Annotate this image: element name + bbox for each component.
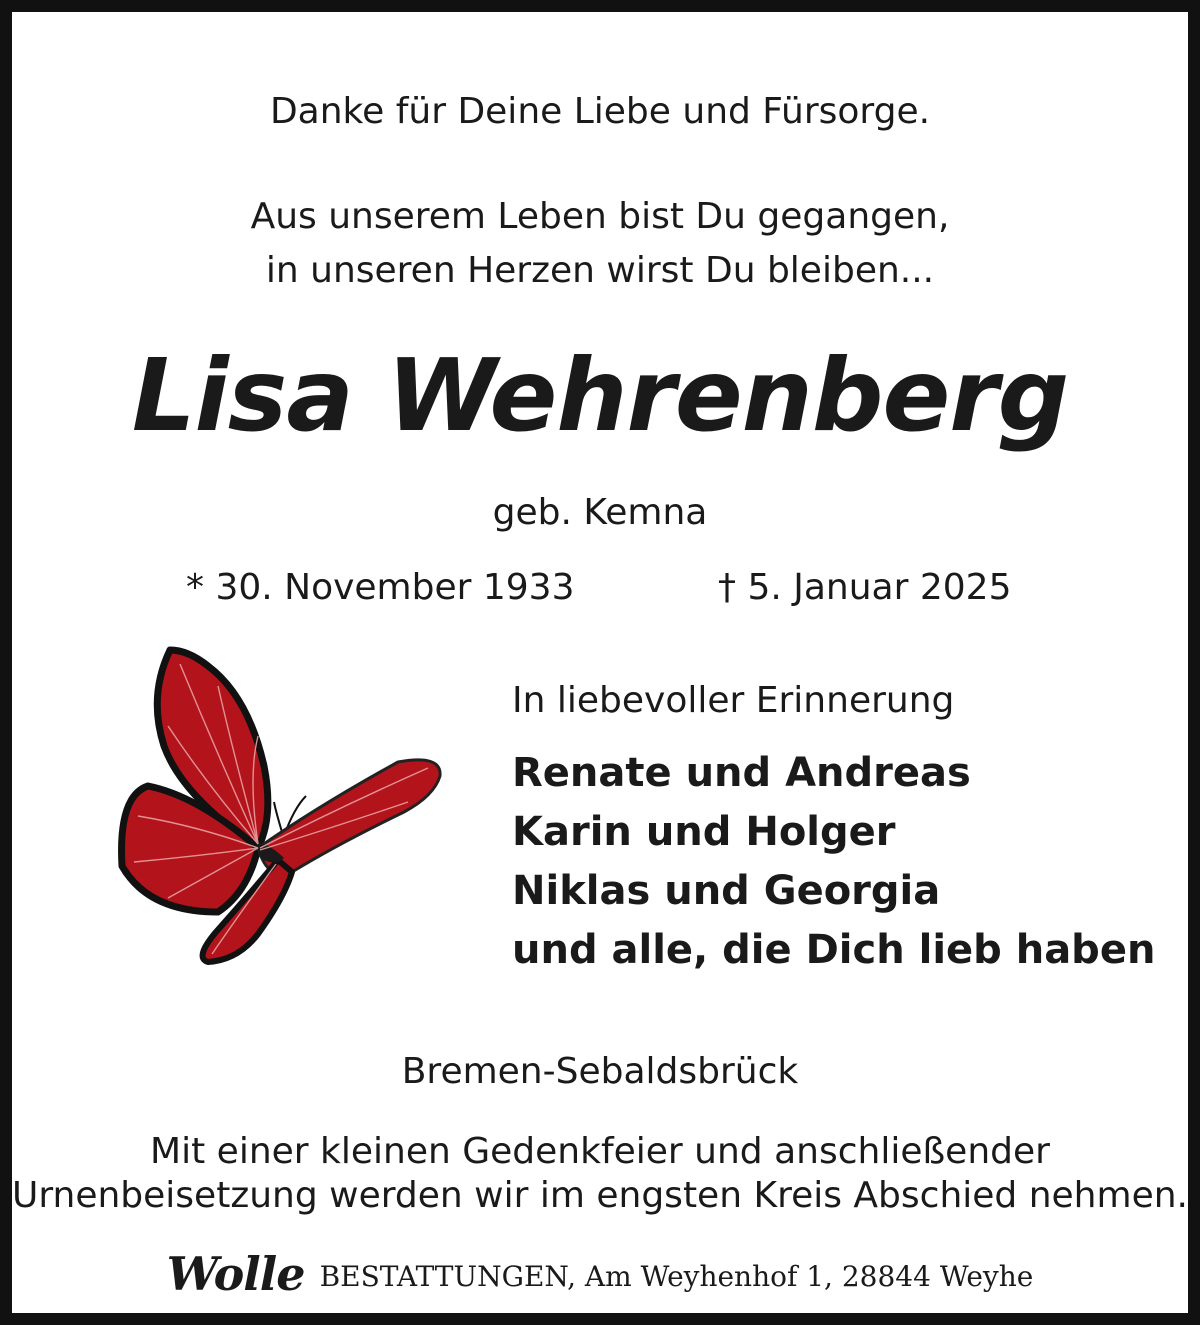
notice-line-2: Urnenbeisetzung werden wir im engsten Kreis Abschied nehmen. [12, 1175, 1188, 1216]
red-butterfly-icon [108, 636, 448, 976]
quote-line-3: in unseren Herzen wirst Du bleiben... [265, 250, 935, 291]
deceased-name: Lisa Wehrenberg [131, 337, 1069, 454]
funeral-home-footer [12, 1247, 1188, 1301]
birth-date: * 30. November 1933 [186, 567, 575, 608]
funeral-home-address: BESTATTUNGEN, Am Weyhenhof 1, 28844 Weyhe [319, 1260, 1034, 1293]
death-date: † 5. Januar 2025 [718, 567, 1012, 608]
location: Bremen-Sebaldsbrück [401, 1051, 799, 1092]
funeral-home-logo: Wolle [166, 1247, 305, 1301]
birth-name: geb. Kemna [492, 492, 708, 533]
quote-line-2: Aus unserem Leben bist Du gegangen, [250, 196, 950, 237]
mourner-line-3: Niklas und Georgia [512, 868, 941, 914]
quote-line-1: Danke für Deine Liebe und Fürsorge. [269, 91, 931, 132]
mourners-intro: In liebevoller Erinnerung [512, 680, 955, 721]
mourner-line-4: und alle, die Dich lieb haben [512, 927, 1156, 973]
mourner-line-1: Renate und Andreas [512, 750, 971, 796]
notice-line-1: Mit einer kleinen Gedenkfeier und anschließender [150, 1131, 1050, 1172]
mourner-line-2: Karin und Holger [512, 809, 896, 855]
